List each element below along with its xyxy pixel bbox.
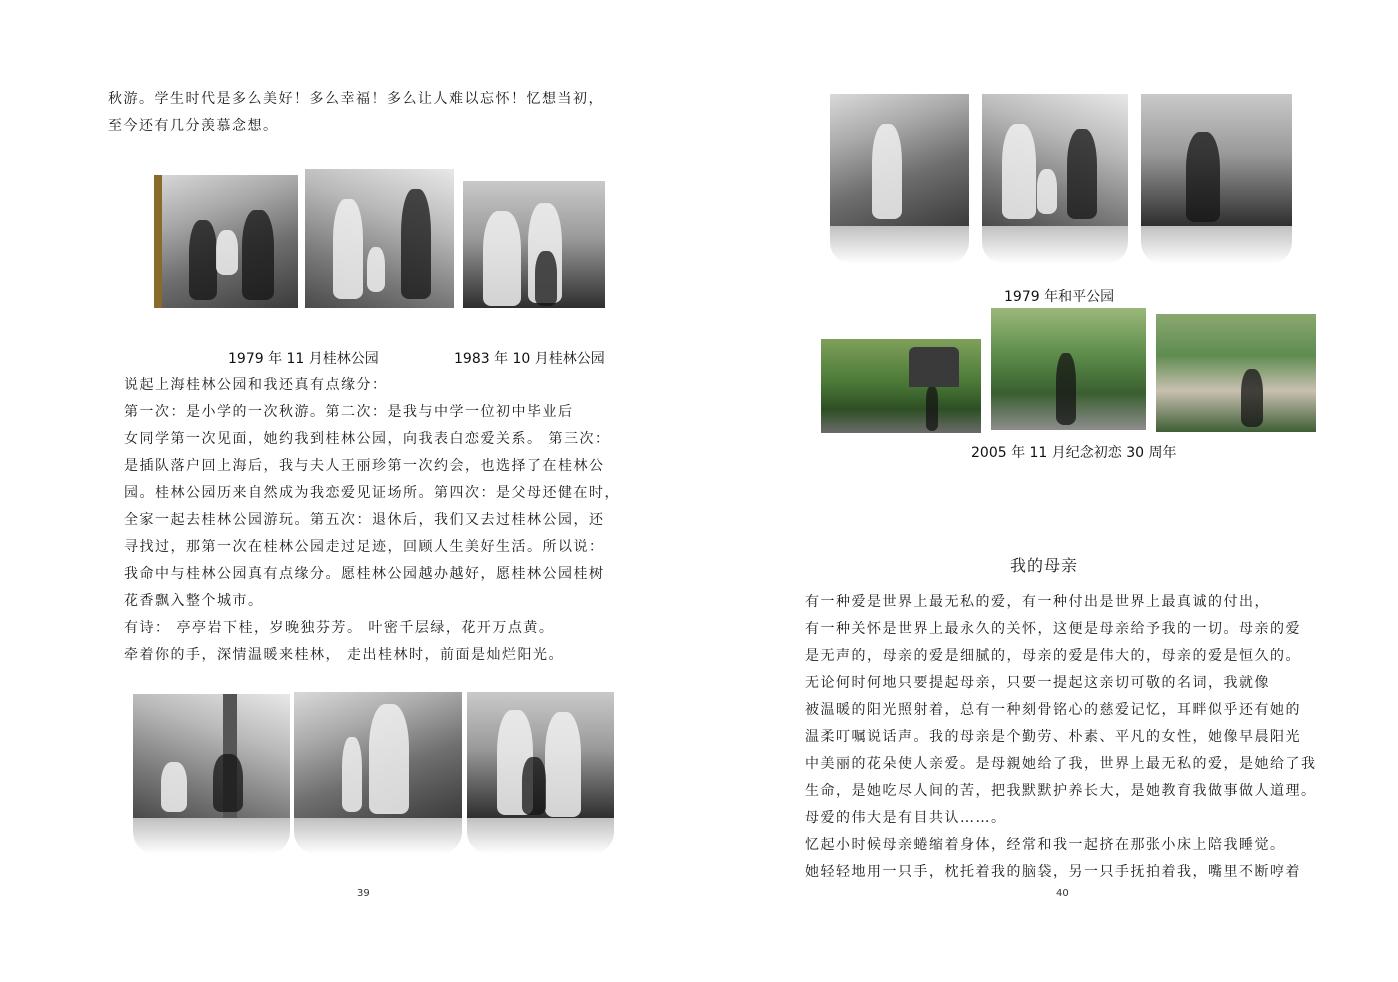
section-heading: 我的母亲 (1010, 556, 1079, 575)
text-line: 说起上海桂林公园和我还真有点缘分： (124, 377, 388, 393)
photo-garden-pavilion (821, 339, 981, 433)
photo-caption: 1979 年和平公园 (1004, 289, 1115, 305)
text-line: 无论何时何地只要提起母亲，只要一提起这亲切可敬的名词，我就像 (805, 675, 1270, 691)
photo-family-portrait-2 (467, 692, 614, 818)
text-line: 全家一起去桂林公园游玩。第五次：退休后，我们又去过桂林公园，还 (124, 512, 605, 528)
left-body-paragraph (124, 399, 620, 669)
text-line: 寻找过，那第一次在桂林公园走过足迹，回顾人生美好生活。所以说： (124, 539, 605, 555)
photo-garden-path (991, 308, 1146, 430)
text-line: 被温暖的阳光照射着，总有一种刻骨铭心的慈爱记忆，耳畔似乎还有她的 (805, 702, 1301, 718)
page-number: 39 (357, 888, 370, 899)
text-line: 是插队落户回上海后，我与夫人王丽珍第一次约会，也选择了在桂林公 (124, 458, 605, 474)
photo-family-park-1 (154, 175, 298, 308)
photo-caption: 2005 年 11 月纪念初恋 30 周年 (971, 445, 1177, 461)
photo-reflection (467, 818, 614, 854)
photo-reflection (1141, 226, 1292, 264)
right-body-text (805, 589, 1317, 886)
text-line: 花香飘入整个城市。 (124, 593, 264, 609)
left-body-text (124, 372, 388, 399)
photo-reflection (982, 226, 1128, 264)
text-line: 园。桂林公园历来自然成为我恋爱见证场所。第四次：是父母还健在时， (124, 485, 620, 501)
text-line: 中美丽的花朵使人亲爱。是母親她给了我，世界上最无私的爱，是她给了我 (805, 756, 1317, 772)
photo-peace-park-2 (982, 94, 1128, 226)
photo-garden-lake (1156, 314, 1316, 432)
text-line: 有一种关怀是世界上最永久的关怀，这便是母亲给予我的一切。母亲的爱 (805, 621, 1301, 637)
text-line: 忆起小时候母亲蜷缩着身体，经常和我一起挤在那张小床上陪我睡觉。 (805, 837, 1286, 853)
text-line: 母爱的伟大是有目共认……。 (805, 810, 1007, 826)
text-line: 至今还有几分羡慕念想。 (108, 118, 279, 134)
page-number: 40 (1056, 888, 1069, 899)
photo-peace-park-3 (1141, 94, 1292, 226)
photo-caption: 1979 年 11 月桂林公园 (228, 351, 379, 367)
text-line: 生命，是她吃尽人间的苦，把我默默护养长大，是她教育我做事做人道理。 (805, 783, 1317, 799)
text-line: 有一种爱是世界上最无私的爱，有一种付出是世界上最真诚的付出， (805, 594, 1270, 610)
photo-reflection (830, 226, 969, 264)
photo-reflection (133, 818, 290, 854)
text-line: 牵着你的手，深情温暖来桂林， 走出桂林时，前面是灿烂阳光。 (124, 647, 564, 663)
left-intro-text (108, 86, 604, 140)
text-line: 是无声的，母亲的爱是细腻的，母亲的爱是伟大的，母亲的爱是恒久的。 (805, 648, 1301, 664)
photo-garden-table (133, 694, 290, 818)
text-line: 有诗： 亭亭岩下桂，岁晚独芬芳。 叶密千层绿，花开万点黄。 (124, 620, 555, 636)
text-line: 第一次：是小学的一次秋游。第二次：是我与中学一位初中毕业后 (124, 404, 574, 420)
text-line: 她轻轻地用一只手，枕托着我的脑袋，另一只手抚拍着我，嘴里不断哼着 (805, 864, 1301, 880)
photo-park-father-son (294, 692, 462, 818)
right-page (699, 0, 1398, 982)
photo-peace-park-1 (830, 94, 969, 226)
text-line: 女同学第一次见面，她约我到桂林公园，向我表白恋爱关系。 第三次： (124, 431, 611, 447)
text-line: 温柔叮嘱说话声。我的母亲是个勤劳、朴素、平凡的女性，她像早晨阳光 (805, 729, 1301, 745)
photo-family-park-2 (305, 169, 454, 308)
photo-reflection (294, 818, 462, 854)
photo-family-portrait-1 (463, 181, 605, 308)
text-line: 我命中与桂林公园真有点缘分。愿桂林公园越办越好，愿桂林公园桂树 (124, 566, 605, 582)
text-line: 秋游。学生时代是多么美好！多么幸福！多么让人难以忘怀！忆想当初， (108, 91, 604, 107)
photo-caption: 1983 年 10 月桂林公园 (454, 351, 605, 367)
